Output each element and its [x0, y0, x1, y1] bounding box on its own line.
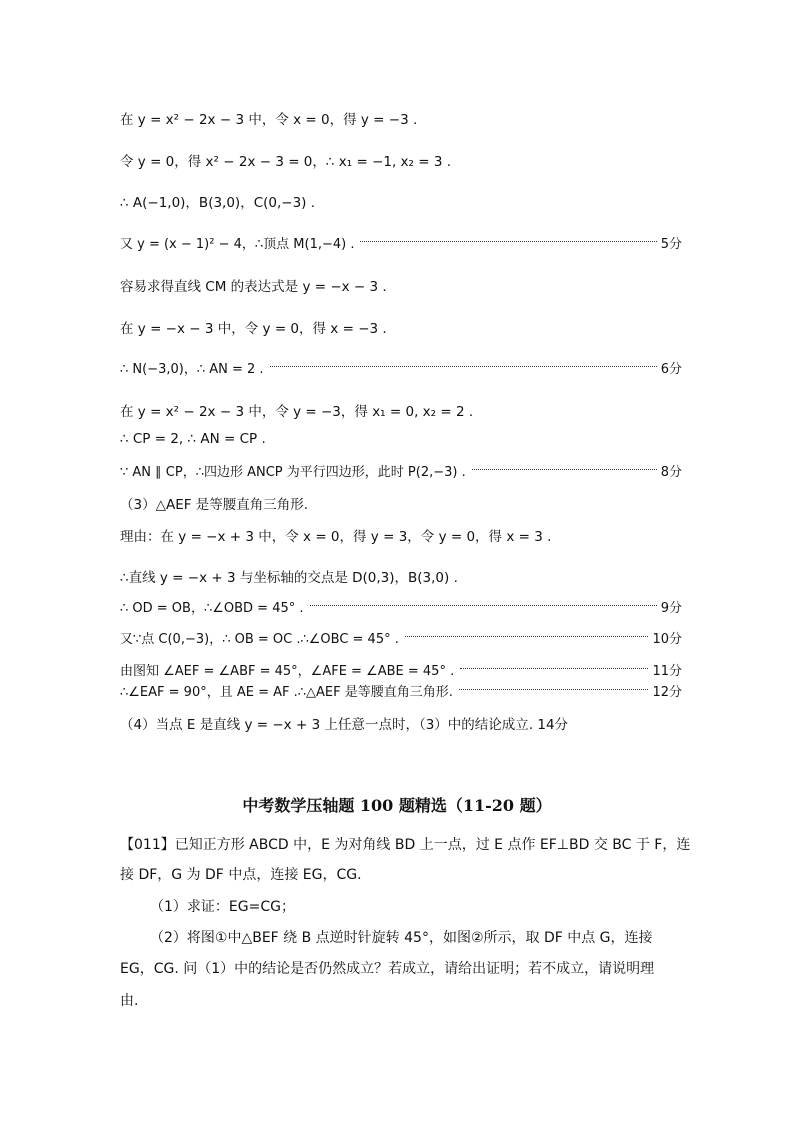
- dotted-leader: [270, 365, 657, 367]
- dotted-leader: [405, 635, 649, 637]
- solution-scored-line: [120, 233, 682, 252]
- solution-line: 由图知 ∠AEF = ∠ABF = 45°，∠AFE = ∠ABE = 45° .: [120, 664, 455, 679]
- score-label: 6分: [660, 362, 682, 377]
- score-label: 8分: [660, 465, 682, 480]
- problem-line: 【011】已知正方形 ABCD 中，E 为对角线 BD 上一点，过 E 点作 EF⊥BD 交 BC 于 F，连: [120, 837, 691, 853]
- solution-line: （4）当点 E 是直线 y = −x + 3 上任意一点时，（3）中的结论成立. 14分: [120, 717, 569, 733]
- solution-scored-line: [120, 660, 682, 679]
- solution-line: ∵ AN ∥ CP，∴四边形 ANCP 为平行四边形，此时 P(2,−3) .: [120, 465, 466, 480]
- solution-line: ∴ A(−1,0)，B(3,0)，C(0,−3) .: [120, 195, 316, 211]
- score-label: 5分: [660, 237, 682, 252]
- solution-scored-line: [120, 358, 682, 377]
- problem-line: 接 DF，G 为 DF 中点，连接 EG，CG.: [120, 867, 362, 883]
- solution-line: ∴ OD = OB，∴∠OBD = 45° .: [120, 601, 304, 616]
- solution-scored-line: [120, 597, 682, 616]
- solution-line: 又∵点 C(0,−3)，∴ OB = OC .∴∠OBC = 45° .: [120, 632, 399, 647]
- solution-line: （3）△AEF 是等腰直角三角形.: [120, 497, 309, 513]
- score-label: 10分: [652, 632, 682, 647]
- dotted-leader: [310, 604, 657, 606]
- solution-line: 令 y = 0，得 x² − 2x − 3 = 0，∴ x₁ = −1, x₂ = 3 .: [120, 154, 452, 170]
- solution-line: 理由：在 y = −x + 3 中，令 x = 0，得 y = 3，令 y = 0，得 x = 3 .: [120, 529, 552, 545]
- problem-line: 由.: [120, 993, 139, 1009]
- score-label: 11分: [652, 664, 682, 679]
- solution-line: ∴∠EAF = 90°，且 AE = AF .∴△AEF 是等腰直角三角形.: [120, 685, 453, 700]
- solution-scored-line: [120, 628, 682, 647]
- dotted-leader: [360, 240, 656, 242]
- dotted-leader: [472, 468, 657, 470]
- solution-line: 在 y = −x − 3 中，令 y = 0，得 x = −3 .: [120, 321, 387, 337]
- solution-line: 又 y = (x − 1)² − 4，∴顶点 M(1,−4) .: [120, 237, 355, 252]
- solution-line: 容易求得直线 CM 的表达式是 y = −x − 3 .: [120, 279, 387, 295]
- dotted-leader: [460, 667, 648, 669]
- dotted-leader: [459, 688, 649, 690]
- problem-line: （2）将图①中△BEF 绕 B 点逆时针旋转 45°，如图②所示，取 DF 中点 G，连接: [150, 930, 653, 946]
- problem-line: EG，CG. 问（1）中的结论是否仍然成立？若成立，请给出证明；若不成立，请说明理: [120, 961, 655, 977]
- solution-scored-line: [120, 681, 682, 700]
- section-title: 中考数学压轴题 100 题精选（11-20 题）: [242, 796, 552, 815]
- solution-scored-line: [120, 461, 682, 480]
- score-label: 12分: [652, 685, 682, 700]
- solution-line: 在 y = x² − 2x − 3 中，令 y = −3，得 x₁ = 0, x₂ = 2 .: [120, 404, 474, 420]
- score-label: 9分: [660, 601, 682, 616]
- problem-line: （1）求证：EG=CG；: [150, 899, 295, 915]
- solution-line: ∴ N(−3,0)，∴ AN = 2 .: [120, 362, 264, 377]
- solution-line: ∴直线 y = −x + 3 与坐标轴的交点是 D(0,3)，B(3,0) .: [120, 570, 458, 586]
- solution-line: 在 y = x² − 2x − 3 中，令 x = 0，得 y = −3 .: [120, 112, 418, 128]
- solution-line: ∴ CP = 2, ∴ AN = CP .: [120, 431, 266, 447]
